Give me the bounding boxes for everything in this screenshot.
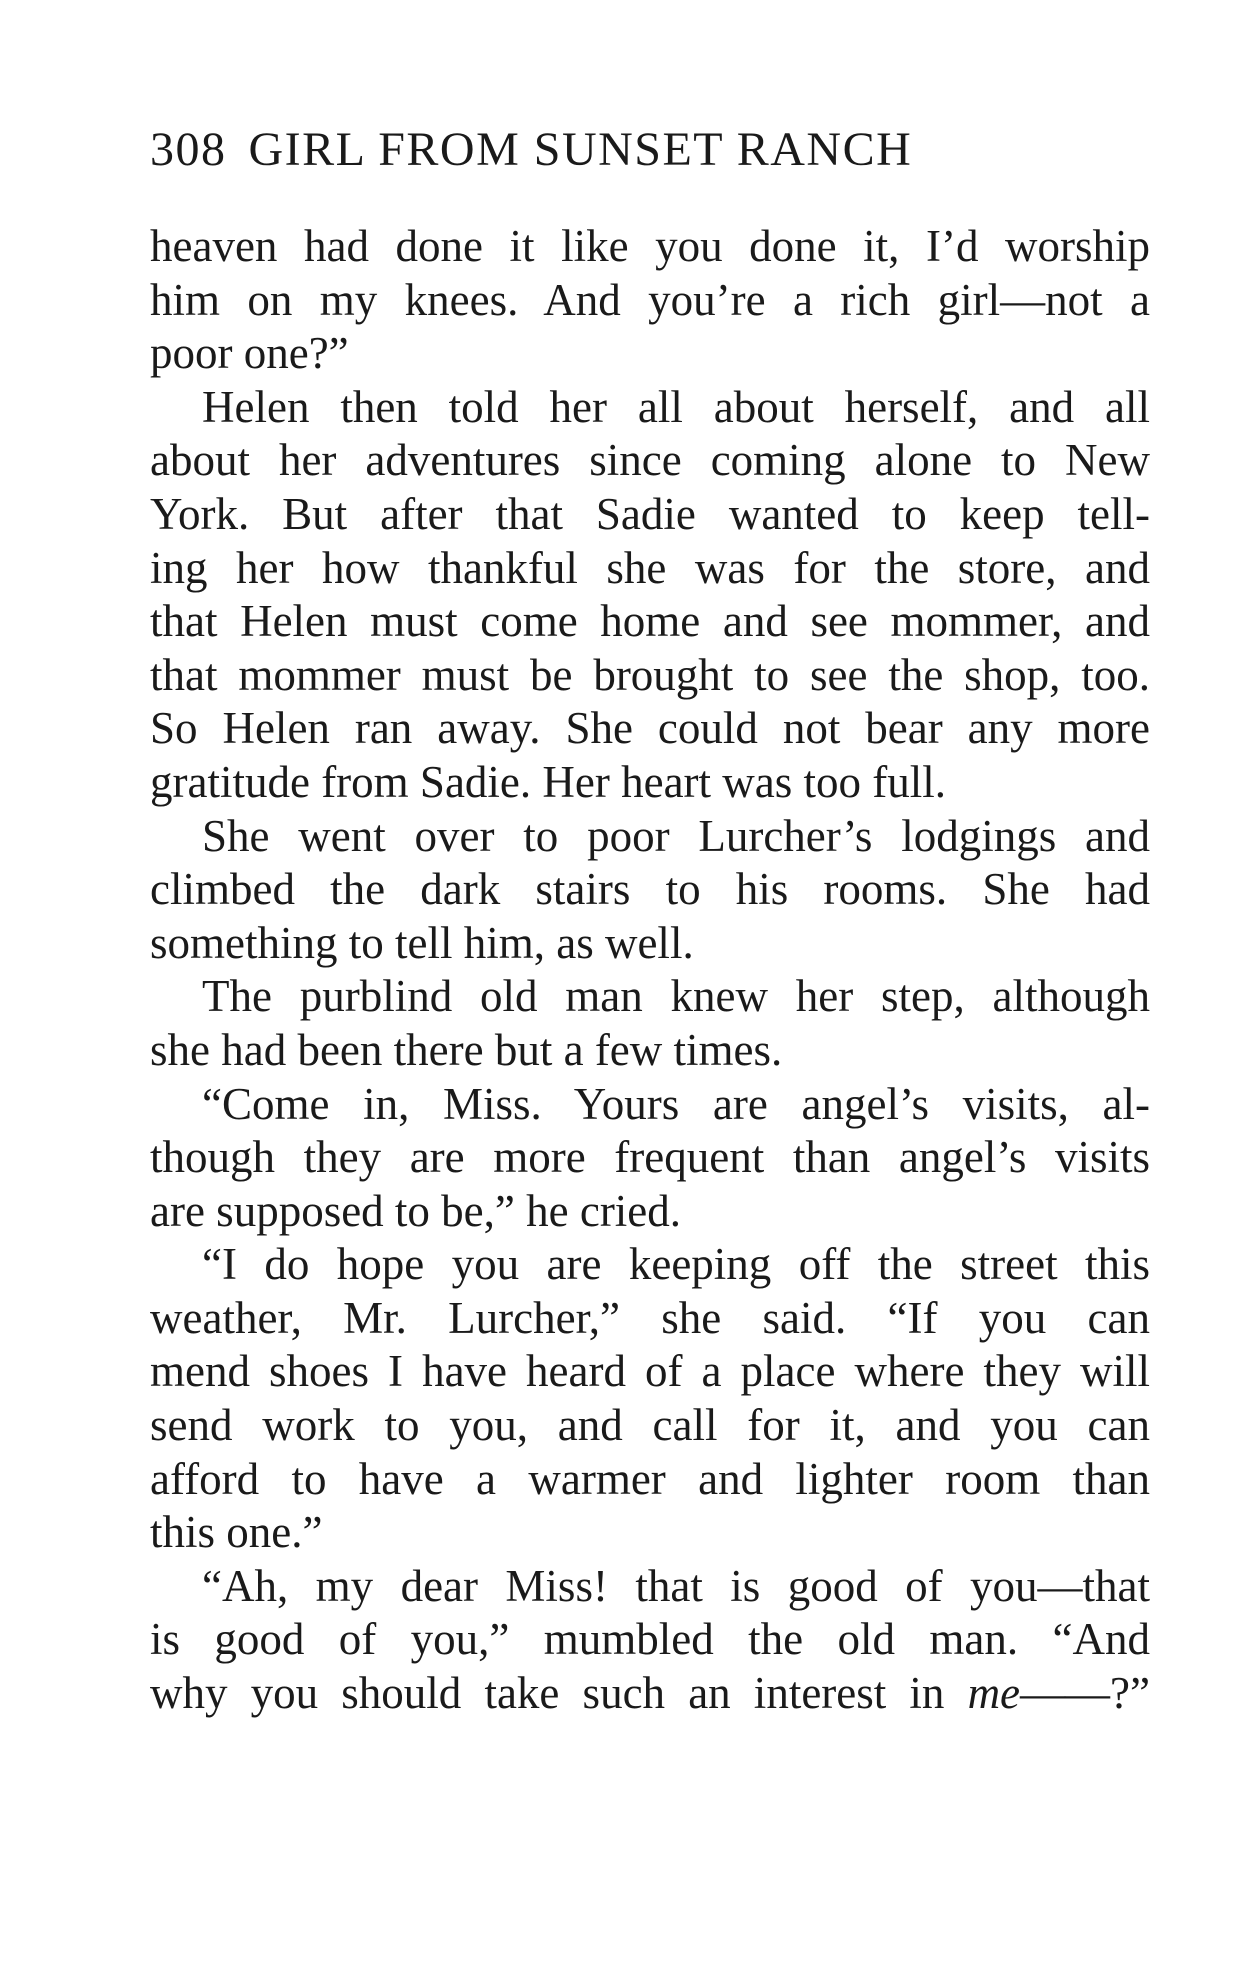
text-line <box>150 274 1150 328</box>
text-line <box>150 756 1150 810</box>
text-line-content: send work to you, and call for it, and you can <box>150 1400 1150 1451</box>
text-line-content: mend shoes I have heard of a place where they will <box>150 1346 1150 1397</box>
text-line-content: that mommer must be brought to see the shop, too. <box>150 649 1150 700</box>
text-line <box>150 434 1150 488</box>
text-line-content: gratitude from Sadie. Her heart was too full. <box>150 756 947 807</box>
text-line <box>150 327 1150 381</box>
body-text <box>150 220 1150 1721</box>
text-line-content: afford to have a warmer and lighter room than <box>150 1453 1150 1504</box>
text-line-content: that Helen must come home and see mommer, and <box>150 596 1150 647</box>
text-line-content: about her adventures since coming alone to New <box>150 435 1150 486</box>
text-line <box>150 220 1150 274</box>
text-line <box>150 542 1150 596</box>
page-number: 308 <box>150 123 227 176</box>
text-line <box>150 595 1150 649</box>
text-line <box>150 970 1150 1024</box>
text-line <box>150 1292 1150 1346</box>
text-line-content: climbed the dark stairs to his rooms. She had <box>150 864 1150 915</box>
text-line <box>150 702 1150 756</box>
running-title: GIRL FROM SUNSET RANCH <box>248 123 913 176</box>
text-line-content: “Come in, Miss. Yours are angel’s visits, al- <box>202 1078 1150 1129</box>
text-line-content: this one.” <box>150 1507 323 1558</box>
text-line-content: She went over to poor Lurcher’s lodgings and <box>202 810 1150 861</box>
text-line-content: she had been there but a few times. <box>150 1024 783 1075</box>
text-line <box>150 1131 1150 1185</box>
text-line-content: ing her how thankful she was for the store, and <box>150 542 1150 593</box>
text-line-content: though they are more frequent than angel’s visits <box>150 1132 1150 1183</box>
text-line <box>150 649 1150 703</box>
text-line <box>150 1453 1150 1507</box>
text-line <box>150 1560 1150 1614</box>
text-line-content: heaven had done it like you done it, I’d worship <box>150 221 1150 271</box>
running-header <box>150 118 1150 182</box>
text-line-content: Helen then told her all about herself, and all <box>202 381 1150 432</box>
book-page <box>150 118 1150 1721</box>
text-line-content: something to tell him, as well. <box>150 917 694 968</box>
text-line <box>150 1238 1150 1292</box>
text-line <box>150 1613 1150 1667</box>
text-line <box>150 1185 1150 1239</box>
text-line-content: weather, Mr. Lurcher,” she said. “If you can <box>150 1292 1150 1343</box>
text-line-content: The purblind old man knew her step, although <box>202 971 1150 1022</box>
text-line-content: him on my knees. And you’re a rich girl—not a <box>150 274 1150 325</box>
text-line <box>150 488 1150 542</box>
text-line-content: are supposed to be,” he cried. <box>150 1185 682 1236</box>
text-line <box>150 1399 1150 1453</box>
text-line-content: poor one?” <box>150 328 349 379</box>
text-line <box>150 1078 1150 1132</box>
text-line <box>150 810 1150 864</box>
text-line-content: why you should take such an interest in <box>150 1668 968 1719</box>
text-line-content: So Helen ran away. She could not bear any more <box>150 703 1150 754</box>
text-line-content: is good of you,” mumbled the old man. “And <box>150 1614 1150 1665</box>
text-line <box>150 1345 1150 1399</box>
text-line-content: “Ah, my dear Miss! that is good of you—that <box>202 1560 1150 1611</box>
text-line <box>150 1024 1150 1078</box>
text-line-content: York. But after that Sadie wanted to keep tell- <box>150 488 1150 539</box>
text-line-tail: ——?” <box>1020 1668 1150 1719</box>
italic-emphasis: me <box>967 1668 1021 1719</box>
text-line <box>150 863 1150 917</box>
text-line-content: “I do hope you are keeping off the street this <box>202 1239 1150 1290</box>
text-line <box>150 1667 1150 1721</box>
text-line <box>150 381 1150 435</box>
text-line <box>150 917 1150 971</box>
text-line <box>150 1506 1150 1560</box>
